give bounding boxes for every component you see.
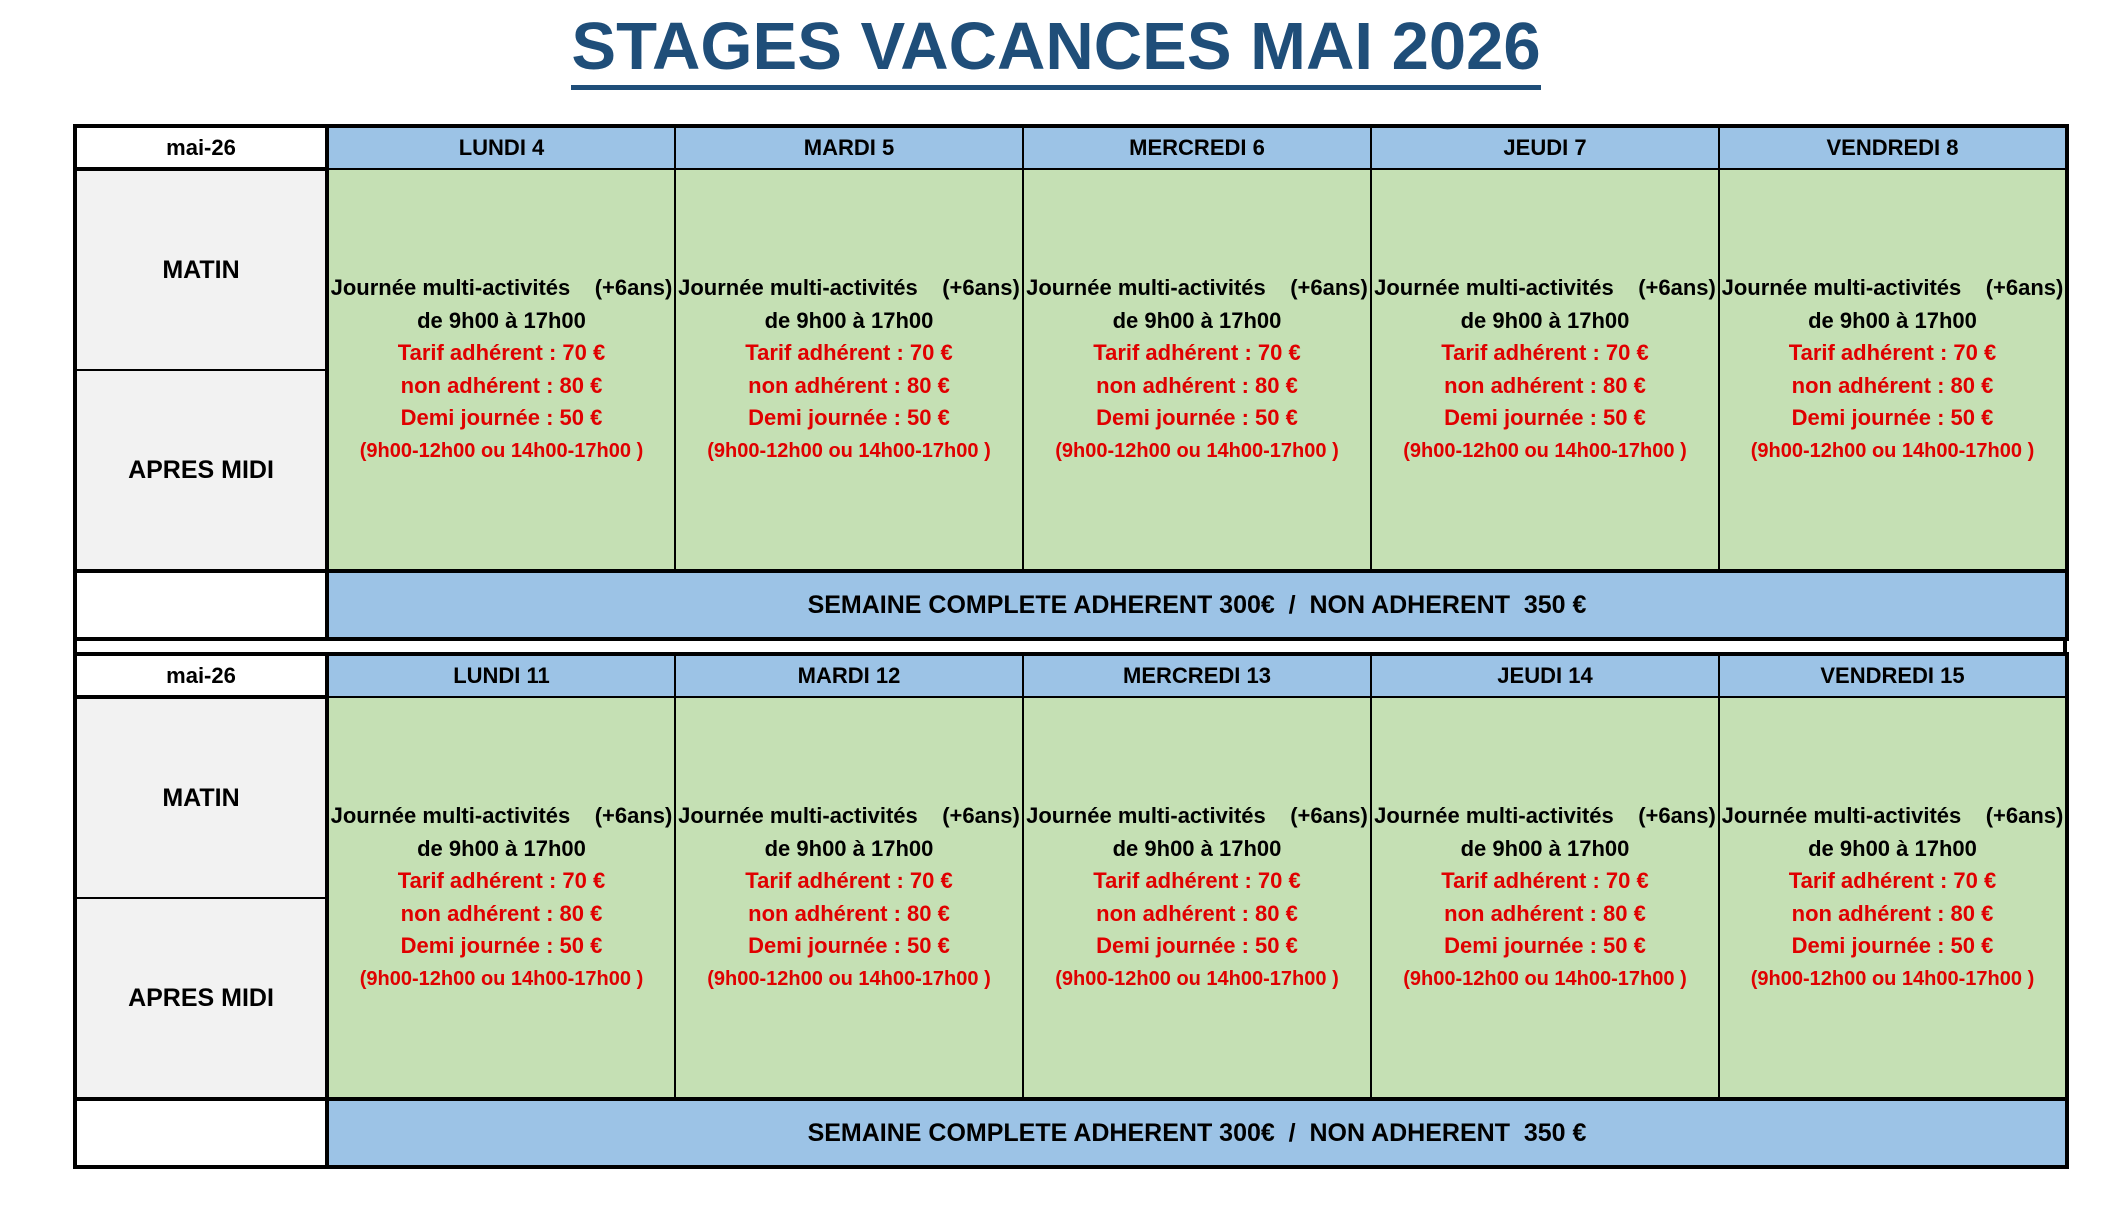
half-day-hours: (9h00-12h00 ou 14h00-17h00 ) <box>359 439 644 462</box>
member-price: Tarif adhérent : 70 € <box>397 868 606 893</box>
activity-hours: de 9h00 à 17h00 <box>764 835 934 861</box>
day-header: VENDREDI 15 <box>1719 654 2067 697</box>
day-header: JEUDI 7 <box>1371 126 1719 169</box>
day-header: LUNDI 11 <box>327 654 675 697</box>
activity-cell <box>675 169 1023 571</box>
day-header: MERCREDI 6 <box>1023 126 1371 169</box>
activity-cell <box>1023 697 1371 1099</box>
activity-name: Journée multi-activités (+6ans) <box>678 803 1020 828</box>
summary-blank-cell <box>75 571 327 639</box>
half-day-price: Demi journée : 50 € <box>1444 405 1646 430</box>
activity-name: Journée multi-activités (+6ans) <box>1374 275 1716 300</box>
page-title-wrap <box>0 8 2112 85</box>
half-day-hours: (9h00-12h00 ou 14h00-17h00 ) <box>1750 439 2035 462</box>
activity-name: Journée multi-activités (+6ans) <box>1374 803 1716 828</box>
summary-row <box>75 571 2067 639</box>
member-price: Tarif adhérent : 70 € <box>1093 340 1301 365</box>
non-member-price: non adhérent : 80 € <box>1791 372 1994 398</box>
activity-name: Journée multi-activités (+6ans) <box>1026 275 1368 300</box>
page-title: STAGES VACANCES MAI 2026 <box>571 9 1540 90</box>
morning-label: MATIN <box>75 169 327 370</box>
activity-cell <box>327 697 675 1099</box>
half-day-hours: (9h00-12h00 ou 14h00-17h00 ) <box>359 967 644 990</box>
non-member-price: non adhérent : 80 € <box>1096 372 1298 398</box>
half-day-hours: (9h00-12h00 ou 14h00-17h00 ) <box>707 967 991 990</box>
day-header: MERCREDI 13 <box>1023 654 1371 697</box>
summary-blank-cell <box>75 1099 327 1167</box>
member-price: Tarif adhérent : 70 € <box>1441 868 1649 893</box>
half-day-price: Demi journée : 50 € <box>1791 933 1994 958</box>
week-table-2 <box>73 652 2069 1169</box>
half-day-price: Demi journée : 50 € <box>1096 405 1298 430</box>
activity-hours: de 9h00 à 17h00 <box>1112 835 1282 861</box>
summary-row <box>75 1099 2067 1167</box>
member-price: Tarif adhérent : 70 € <box>745 340 953 365</box>
member-price: Tarif adhérent : 70 € <box>397 340 606 365</box>
week-table-1 <box>73 124 2069 641</box>
activity-cell <box>1371 169 1719 571</box>
half-day-hours: (9h00-12h00 ou 14h00-17h00 ) <box>1403 439 1687 462</box>
month-label: mai-26 <box>75 654 327 697</box>
activity-name: Journée multi-activités (+6ans) <box>330 803 673 828</box>
member-price: Tarif adhérent : 70 € <box>1788 340 1997 365</box>
morning-row <box>75 697 2067 898</box>
activity-cell <box>1371 697 1719 1099</box>
day-header: JEUDI 14 <box>1371 654 1719 697</box>
activity-hours: de 9h00 à 17h00 <box>417 835 586 861</box>
activity-cell <box>1719 169 2067 571</box>
morning-row <box>75 169 2067 370</box>
non-member-price: non adhérent : 80 € <box>748 372 950 398</box>
day-header: LUNDI 4 <box>327 126 675 169</box>
non-member-price: non adhérent : 80 € <box>1791 900 1994 926</box>
half-day-price: Demi journée : 50 € <box>748 405 950 430</box>
member-price: Tarif adhérent : 70 € <box>1093 868 1301 893</box>
half-day-price: Demi journée : 50 € <box>400 933 603 958</box>
half-day-hours: (9h00-12h00 ou 14h00-17h00 ) <box>1403 967 1687 990</box>
activity-name: Journée multi-activités (+6ans) <box>330 275 673 300</box>
half-day-hours: (9h00-12h00 ou 14h00-17h00 ) <box>707 439 991 462</box>
activity-name: Journée multi-activités (+6ans) <box>1721 803 2064 828</box>
non-member-price: non adhérent : 80 € <box>1444 372 1646 398</box>
week-summary: SEMAINE COMPLETE ADHERENT 300€ / NON ADHERENT 350 € <box>327 571 2067 639</box>
half-day-price: Demi journée : 50 € <box>1444 933 1646 958</box>
non-member-price: non adhérent : 80 € <box>400 900 603 926</box>
activity-name: Journée multi-activités (+6ans) <box>678 275 1020 300</box>
day-header: VENDREDI 8 <box>1719 126 2067 169</box>
afternoon-label: APRES MIDI <box>75 370 327 571</box>
half-day-price: Demi journée : 50 € <box>748 933 950 958</box>
week-header-row <box>75 654 2067 697</box>
week-separator <box>73 639 2067 653</box>
non-member-price: non adhérent : 80 € <box>748 900 950 926</box>
activity-hours: de 9h00 à 17h00 <box>1808 307 1977 333</box>
week-summary: SEMAINE COMPLETE ADHERENT 300€ / NON ADHERENT 350 € <box>327 1099 2067 1167</box>
day-header: MARDI 5 <box>675 126 1023 169</box>
half-day-price: Demi journée : 50 € <box>1791 405 1994 430</box>
day-header: MARDI 12 <box>675 654 1023 697</box>
member-price: Tarif adhérent : 70 € <box>1788 868 1997 893</box>
half-day-price: Demi journée : 50 € <box>400 405 603 430</box>
half-day-price: Demi journée : 50 € <box>1096 933 1298 958</box>
afternoon-label: APRES MIDI <box>75 898 327 1099</box>
non-member-price: non adhérent : 80 € <box>1444 900 1646 926</box>
half-day-hours: (9h00-12h00 ou 14h00-17h00 ) <box>1055 439 1339 462</box>
half-day-hours: (9h00-12h00 ou 14h00-17h00 ) <box>1750 967 2035 990</box>
activity-hours: de 9h00 à 17h00 <box>417 307 586 333</box>
morning-label: MATIN <box>75 697 327 898</box>
activity-cell <box>1719 697 2067 1099</box>
month-label: mai-26 <box>75 126 327 169</box>
activity-name: Journée multi-activités (+6ans) <box>1026 803 1368 828</box>
activity-hours: de 9h00 à 17h00 <box>1460 307 1630 333</box>
member-price: Tarif adhérent : 70 € <box>1441 340 1649 365</box>
activity-cell <box>1023 169 1371 571</box>
activity-hours: de 9h00 à 17h00 <box>1112 307 1282 333</box>
week-header-row <box>75 126 2067 169</box>
member-price: Tarif adhérent : 70 € <box>745 868 953 893</box>
half-day-hours: (9h00-12h00 ou 14h00-17h00 ) <box>1055 967 1339 990</box>
activity-hours: de 9h00 à 17h00 <box>1460 835 1630 861</box>
activity-name: Journée multi-activités (+6ans) <box>1721 275 2064 300</box>
activity-hours: de 9h00 à 17h00 <box>1808 835 1977 861</box>
non-member-price: non adhérent : 80 € <box>1096 900 1298 926</box>
activity-cell <box>675 697 1023 1099</box>
activity-cell <box>327 169 675 571</box>
non-member-price: non adhérent : 80 € <box>400 372 603 398</box>
activity-hours: de 9h00 à 17h00 <box>764 307 934 333</box>
